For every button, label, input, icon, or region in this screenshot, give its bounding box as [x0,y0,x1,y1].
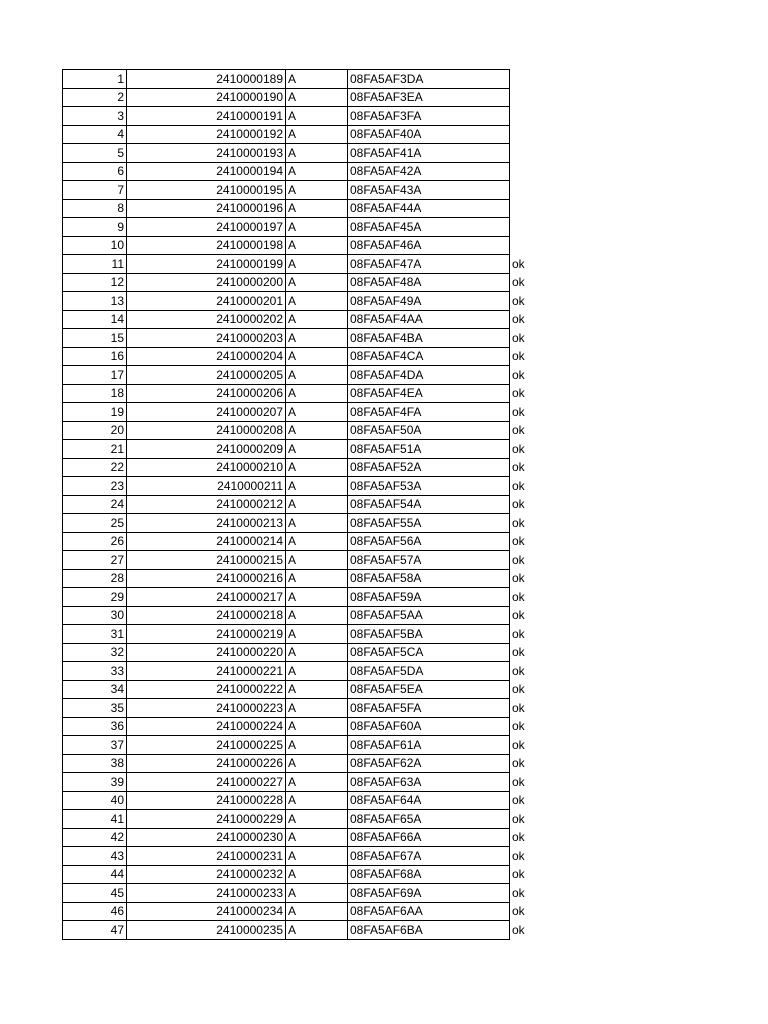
status-cell: ok [512,719,525,734]
table-row [63,643,555,662]
type-cell: A [286,699,348,718]
type-cell: A [286,606,348,625]
status-cell: ok [512,275,525,290]
id-cell: 2410000232 [127,865,286,884]
row-number-cell: 25 [63,514,127,533]
table-row [63,403,555,422]
status-cell: ok [512,904,525,919]
table-row [63,532,555,551]
id-cell: 2410000189 [127,70,286,89]
table-row [63,477,555,496]
hex-code-cell: 08FA5AF6BA [348,921,510,940]
id-cell: 2410000215 [127,551,286,570]
hex-code-cell: 08FA5AF57A [348,551,510,570]
hex-code-cell: 08FA5AF53A [348,477,510,496]
hex-code-cell: 08FA5AF69A [348,884,510,903]
hex-code-cell: 08FA5AF5DA [348,662,510,681]
id-cell: 2410000226 [127,754,286,773]
type-cell: A [286,810,348,829]
status-cell [510,70,555,89]
status-cell: ok [512,867,525,882]
hex-code-cell: 08FA5AF4DA [348,366,510,385]
hex-code-cell: 08FA5AF3EA [348,88,510,107]
status-cell: ok [512,349,525,364]
table-row [63,236,555,255]
id-cell: 2410000202 [127,310,286,329]
row-number-cell: 17 [63,366,127,385]
row-number-cell: 33 [63,662,127,681]
status-cell [510,199,555,218]
hex-code-cell: 08FA5AF48A [348,273,510,292]
row-number-cell: 38 [63,754,127,773]
table-row [63,569,555,588]
type-cell: A [286,754,348,773]
table-row [63,144,555,163]
table-row [63,495,555,514]
status-cell: ok [512,386,525,401]
table-row [63,458,555,477]
table-row [63,366,555,385]
type-cell: A [286,255,348,274]
type-cell: A [286,329,348,348]
row-number-cell: 20 [63,421,127,440]
status-cell: ok [512,608,525,623]
status-cell: ok [512,404,525,419]
row-number-cell: 46 [63,902,127,921]
table-row [63,273,555,292]
row-number-cell: 26 [63,532,127,551]
row-number-cell: 9 [63,218,127,237]
id-cell: 2410000225 [127,736,286,755]
status-cell: ok [512,367,525,382]
row-number-cell: 18 [63,384,127,403]
status-cell: ok [512,626,525,641]
hex-code-cell: 08FA5AF52A [348,458,510,477]
row-number-cell: 5 [63,144,127,163]
table-row [63,514,555,533]
table-row [63,310,555,329]
row-number-cell: 11 [63,255,127,274]
type-cell: A [286,70,348,89]
hex-code-cell: 08FA5AF40A [348,125,510,144]
type-cell: A [286,662,348,681]
hex-code-cell: 08FA5AF61A [348,736,510,755]
row-number-cell: 24 [63,495,127,514]
row-number-cell: 14 [63,310,127,329]
id-cell: 2410000229 [127,810,286,829]
row-number-cell: 23 [63,477,127,496]
status-cell: ok [512,441,525,456]
type-cell: A [286,236,348,255]
status-cell [510,162,555,181]
hex-code-cell: 08FA5AF55A [348,514,510,533]
table-row [63,773,555,792]
table-row [63,181,555,200]
hex-code-cell: 08FA5AF68A [348,865,510,884]
status-cell: ok [512,478,525,493]
hex-code-cell: 08FA5AF4CA [348,347,510,366]
status-cell: ok [512,571,525,586]
table-row [63,754,555,773]
hex-code-cell: 08FA5AF64A [348,791,510,810]
status-cell: ok [512,830,525,845]
spreadsheet-page [62,69,555,940]
row-number-cell: 31 [63,625,127,644]
type-cell: A [286,125,348,144]
id-cell: 2410000218 [127,606,286,625]
hex-code-cell: 08FA5AF5AA [348,606,510,625]
hex-code-cell: 08FA5AF58A [348,569,510,588]
status-cell: ok [512,793,525,808]
id-cell: 2410000213 [127,514,286,533]
table-row [63,847,555,866]
table-row [63,662,555,681]
hex-code-cell: 08FA5AF60A [348,717,510,736]
id-cell: 2410000235 [127,921,286,940]
row-number-cell: 41 [63,810,127,829]
status-cell: ok [512,293,525,308]
row-number-cell: 10 [63,236,127,255]
row-number-cell: 21 [63,440,127,459]
type-cell: A [286,199,348,218]
id-cell: 2410000231 [127,847,286,866]
type-cell: A [286,181,348,200]
type-cell: A [286,569,348,588]
hex-code-cell: 08FA5AF4AA [348,310,510,329]
status-cell: ok [512,645,525,660]
type-cell: A [286,921,348,940]
status-cell: ok [512,682,525,697]
type-cell: A [286,218,348,237]
type-cell: A [286,828,348,847]
id-cell: 2410000216 [127,569,286,588]
row-number-cell: 35 [63,699,127,718]
hex-code-cell: 08FA5AF4BA [348,329,510,348]
id-cell: 2410000199 [127,255,286,274]
hex-code-cell: 08FA5AF42A [348,162,510,181]
table-row [63,699,555,718]
id-cell: 2410000214 [127,532,286,551]
id-cell: 2410000224 [127,717,286,736]
status-cell: ok [512,774,525,789]
type-cell: A [286,717,348,736]
status-cell [510,144,555,163]
table-row [63,440,555,459]
table-row [63,88,555,107]
id-cell: 2410000211 [127,477,286,496]
id-cell: 2410000191 [127,107,286,126]
id-cell: 2410000206 [127,384,286,403]
table-row [63,162,555,181]
type-cell: A [286,532,348,551]
id-cell: 2410000233 [127,884,286,903]
id-cell: 2410000196 [127,199,286,218]
row-number-cell: 34 [63,680,127,699]
hex-code-cell: 08FA5AF59A [348,588,510,607]
hex-code-cell: 08FA5AF51A [348,440,510,459]
row-number-cell: 27 [63,551,127,570]
table-row [63,588,555,607]
id-cell: 2410000230 [127,828,286,847]
type-cell: A [286,88,348,107]
status-cell: ok [512,663,525,678]
table-row [63,921,555,940]
id-cell: 2410000234 [127,902,286,921]
id-cell: 2410000221 [127,662,286,681]
status-cell: ok [512,885,525,900]
type-cell: A [286,458,348,477]
table-body [63,70,555,940]
table-row [63,625,555,644]
row-number-cell: 29 [63,588,127,607]
hex-code-cell: 08FA5AF63A [348,773,510,792]
id-cell: 2410000205 [127,366,286,385]
table-row [63,329,555,348]
type-cell: A [286,107,348,126]
status-cell: ok [512,756,525,771]
row-number-cell: 1 [63,70,127,89]
id-cell: 2410000219 [127,625,286,644]
id-cell: 2410000207 [127,403,286,422]
hex-code-cell: 08FA5AF66A [348,828,510,847]
row-number-cell: 32 [63,643,127,662]
status-cell: ok [512,589,525,604]
hex-code-cell: 08FA5AF43A [348,181,510,200]
row-number-cell: 2 [63,88,127,107]
row-number-cell: 37 [63,736,127,755]
row-number-cell: 12 [63,273,127,292]
table-row [63,125,555,144]
type-cell: A [286,495,348,514]
id-cell: 2410000212 [127,495,286,514]
row-number-cell: 19 [63,403,127,422]
hex-code-cell: 08FA5AF56A [348,532,510,551]
hex-code-cell: 08FA5AF3DA [348,70,510,89]
table-row [63,347,555,366]
row-number-cell: 40 [63,791,127,810]
id-cell: 2410000227 [127,773,286,792]
hex-code-cell: 08FA5AF5BA [348,625,510,644]
hex-code-cell: 08FA5AF45A [348,218,510,237]
row-number-cell: 7 [63,181,127,200]
row-number-cell: 8 [63,199,127,218]
table-row [63,884,555,903]
id-cell: 2410000210 [127,458,286,477]
status-cell: ok [512,811,525,826]
table-row [63,199,555,218]
type-cell: A [286,791,348,810]
row-number-cell: 44 [63,865,127,884]
type-cell: A [286,440,348,459]
status-cell: ok [512,515,525,530]
table-row [63,606,555,625]
id-cell: 2410000217 [127,588,286,607]
id-cell: 2410000222 [127,680,286,699]
table-row [63,218,555,237]
hex-code-cell: 08FA5AF4EA [348,384,510,403]
type-cell: A [286,421,348,440]
hex-code-cell: 08FA5AF6AA [348,902,510,921]
type-cell: A [286,643,348,662]
type-cell: A [286,144,348,163]
table-row [63,255,555,274]
status-cell: ok [512,256,525,271]
row-number-cell: 3 [63,107,127,126]
row-number-cell: 45 [63,884,127,903]
type-cell: A [286,384,348,403]
type-cell: A [286,292,348,311]
data-table [62,69,555,940]
table-row [63,865,555,884]
status-cell: ok [512,312,525,327]
type-cell: A [286,366,348,385]
status-cell: ok [512,534,525,549]
status-cell: ok [512,848,525,863]
type-cell: A [286,865,348,884]
hex-code-cell: 08FA5AF65A [348,810,510,829]
id-cell: 2410000197 [127,218,286,237]
type-cell: A [286,551,348,570]
row-number-cell: 28 [63,569,127,588]
type-cell: A [286,162,348,181]
hex-code-cell: 08FA5AF4FA [348,403,510,422]
row-number-cell: 6 [63,162,127,181]
id-cell: 2410000194 [127,162,286,181]
row-number-cell: 16 [63,347,127,366]
id-cell: 2410000208 [127,421,286,440]
row-number-cell: 39 [63,773,127,792]
hex-code-cell: 08FA5AF3FA [348,107,510,126]
row-number-cell: 47 [63,921,127,940]
row-number-cell: 43 [63,847,127,866]
status-cell: ok [512,330,525,345]
row-number-cell: 22 [63,458,127,477]
id-cell: 2410000220 [127,643,286,662]
id-cell: 2410000201 [127,292,286,311]
id-cell: 2410000204 [127,347,286,366]
type-cell: A [286,773,348,792]
status-cell [510,218,555,237]
type-cell: A [286,884,348,903]
status-cell [510,125,555,144]
hex-code-cell: 08FA5AF5CA [348,643,510,662]
table-row [63,717,555,736]
hex-code-cell: 08FA5AF50A [348,421,510,440]
hex-code-cell: 08FA5AF5EA [348,680,510,699]
hex-code-cell: 08FA5AF67A [348,847,510,866]
id-cell: 2410000200 [127,273,286,292]
table-row [63,107,555,126]
id-cell: 2410000195 [127,181,286,200]
type-cell: A [286,847,348,866]
table-row [63,384,555,403]
type-cell: A [286,680,348,699]
type-cell: A [286,736,348,755]
hex-code-cell: 08FA5AF5FA [348,699,510,718]
id-cell: 2410000198 [127,236,286,255]
hex-code-cell: 08FA5AF62A [348,754,510,773]
status-cell: ok [512,460,525,475]
status-cell [510,88,555,107]
status-cell: ok [512,700,525,715]
row-number-cell: 13 [63,292,127,311]
table-row [63,680,555,699]
status-cell: ok [512,423,525,438]
id-cell: 2410000190 [127,88,286,107]
type-cell: A [286,477,348,496]
type-cell: A [286,310,348,329]
row-number-cell: 15 [63,329,127,348]
row-number-cell: 30 [63,606,127,625]
status-cell: ok [512,922,525,937]
table-row [63,902,555,921]
hex-code-cell: 08FA5AF41A [348,144,510,163]
hex-code-cell: 08FA5AF47A [348,255,510,274]
id-cell: 2410000228 [127,791,286,810]
id-cell: 2410000223 [127,699,286,718]
hex-code-cell: 08FA5AF49A [348,292,510,311]
status-cell [510,181,555,200]
type-cell: A [286,273,348,292]
table-row [63,70,555,89]
row-number-cell: 4 [63,125,127,144]
status-cell [510,236,555,255]
table-row [63,292,555,311]
table-row [63,810,555,829]
row-number-cell: 36 [63,717,127,736]
table-row [63,828,555,847]
hex-code-cell: 08FA5AF44A [348,199,510,218]
status-cell: ok [512,737,525,752]
table-row [63,551,555,570]
type-cell: A [286,403,348,422]
row-number-cell: 42 [63,828,127,847]
table-row [63,791,555,810]
type-cell: A [286,347,348,366]
status-cell: ok [512,497,525,512]
id-cell: 2410000203 [127,329,286,348]
type-cell: A [286,514,348,533]
hex-code-cell: 08FA5AF46A [348,236,510,255]
type-cell: A [286,902,348,921]
status-cell: ok [512,552,525,567]
type-cell: A [286,625,348,644]
status-cell [510,107,555,126]
id-cell: 2410000192 [127,125,286,144]
id-cell: 2410000193 [127,144,286,163]
table-row [63,421,555,440]
id-cell: 2410000209 [127,440,286,459]
type-cell: A [286,588,348,607]
table-row [63,736,555,755]
hex-code-cell: 08FA5AF54A [348,495,510,514]
